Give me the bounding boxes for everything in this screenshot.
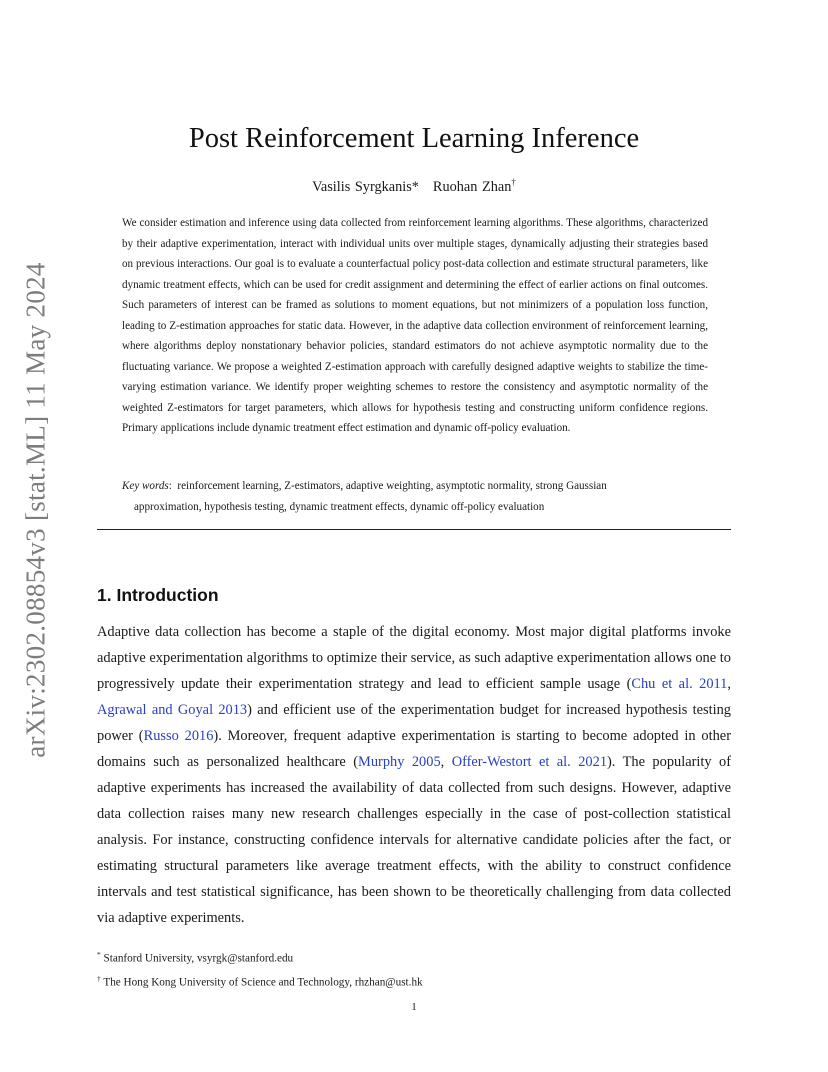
footnote-1-text: Stanford University, vsyrgk@stanford.edu — [103, 952, 294, 965]
citation-separator-2: , — [440, 754, 452, 770]
intro-text-3: ). Moreover, frequent adaptive experimentation is starting to become adopted in other domains such as personalized healthcare ( — [97, 728, 731, 770]
citation-link-russo-2016[interactable]: Russo 2016 — [143, 728, 214, 744]
citation-link-offer-westort-2021[interactable]: Offer-Westort et al. 2021 — [451, 754, 608, 770]
keywords: Key words: reinforcement learning, Z-estimators, adaptive weighting, asymptotic normality, strong Gaussian approximation, hypothesis testing, dynamic treatment effects, dynamic off-policy evaluation — [122, 476, 708, 517]
footnote-2-text: The Hong Kong University of Science and Technology, rhzhan@ust.hk — [103, 976, 423, 989]
introduction-paragraph — [97, 619, 731, 931]
footnote-2-mark: † — [97, 974, 101, 984]
keywords-line-2: approximation, hypothesis testing, dynamic treatment effects, dynamic off-policy evaluation — [134, 500, 545, 513]
citation-link-chu-2011[interactable]: Chu et al. 2011 — [631, 676, 728, 692]
keywords-line-1: reinforcement learning, Z-estimators, adaptive weighting, asymptotic normality, strong Gaussian — [177, 480, 607, 492]
paper-title: Post Reinforcement Learning Inference — [188, 123, 640, 154]
footnotes — [97, 945, 731, 993]
intro-text-2: ) and efficient use of the experimentation budget for increased hypothesis testing power ( — [97, 702, 731, 744]
citation-separator-1: , — [727, 676, 731, 692]
intro-text-4: ). The popularity of adaptive experiments has increased the availability of data collected from such designs. However, adaptive data collection raises many new research challenges especially in the case of post-collection statistical analysis. For instance, constructing confidence intervals for alternative candidate policies after the fact, or estimating structural parameters like average treatment effects, with the ability to construct confidence intervals and test statistical significance, has been shown to be theoretically challenging from data collected via adaptive experiments. — [97, 754, 732, 926]
arxiv-stamp-text: arXiv:2302.08854v3 [stat.ML] 11 May 2024 — [20, 262, 51, 758]
citation-link-murphy-2005[interactable]: Murphy 2005 — [358, 754, 441, 770]
page-number: 1 — [411, 1001, 417, 1013]
section-divider — [97, 529, 731, 530]
author-syrgkanis: Vasilis Syrgkanis* — [312, 178, 419, 195]
author-zhan: Ruohan Zhan — [432, 178, 512, 195]
footnote-1-mark: * — [97, 950, 101, 959]
citation-link-agrawal-goyal-2013[interactable]: Agrawal and Goyal 2013 — [97, 702, 248, 718]
author-zhan-footnote-mark: † — [511, 177, 516, 187]
arxiv-stamp — [14, 262, 58, 758]
section-heading-introduction: 1. Introduction — [97, 585, 219, 605]
author-list — [0, 177, 828, 196]
keywords-label: Key words — [122, 480, 169, 492]
footnote-1 — [97, 945, 731, 969]
abstract: We consider estimation and inference using data collected from reinforcement learning algorithms. These algorithms, characterized by their adaptive experimentation, interact with individual units over multiple stages, dynamically adjusting their strategies based on previous interactions. Our goal is to evaluate a counterfactual policy post-data collection and estimate structural parameters, like dynamic treatment effects, which can be used for credit assignment and determining the effect of earlier actions on final outcomes. Such parameters of interest can be framed as solutions to moment equations, but not minimizers of a population loss function, leading to Z-estimation approaches for static data. However, in the adaptive data collection environment of reinforcement learning, where algorithms deploy nonstationary behavior policies, standard estimators do not achieve asymptotic normality due to the fluctuating variance. We propose a weighted Z-estimation approach with carefully designed adaptive weights to stabilize the time-varying estimation variance. We identify proper weighting schemes to restore the consistency and asymptotic normality of the weighted Z-estimators for target parameters, which allows for hypothesis testing and constructing uniform confidence regions. Primary applications include dynamic treatment effect estimation and dynamic off-policy evaluation. — [122, 217, 708, 434]
footnote-2 — [97, 969, 731, 993]
intro-text-1: Adaptive data collection has become a staple of the digital economy. Most major digital platforms invoke adaptive experimentation algorithms to optimize their service, as such adaptive experimentation allows one to progressively update their experimentation strategy and lead to efficient sample usage ( — [97, 624, 731, 692]
